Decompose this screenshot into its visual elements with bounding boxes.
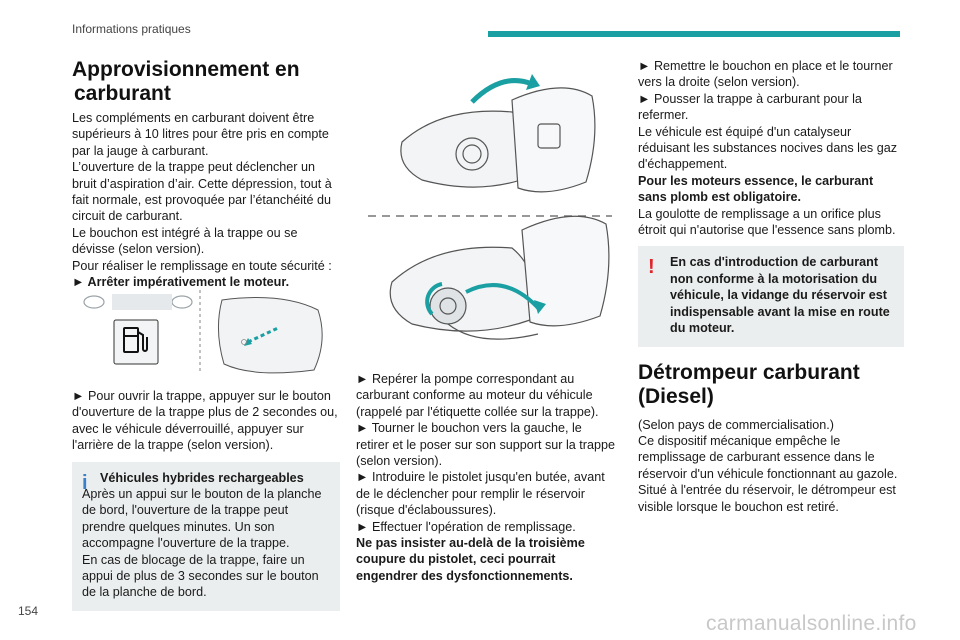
fuel-flap-button-illustration <box>72 286 340 376</box>
column-2 <box>356 371 618 584</box>
fuel-button-icon <box>114 320 158 364</box>
column-1 <box>72 58 340 290</box>
catalyst-note: Le véhicule est équipé d'un catalyseur réduisant les substances nocives dans les gaz d'échappement. <box>638 124 898 172</box>
fuel-flap-open-icon <box>401 88 595 192</box>
fuel-cap-illustration <box>362 62 618 354</box>
unleaded-required: Pour les moteurs essence, le carburant sans plomb est obligatoire. <box>638 173 874 205</box>
warning-box-wrong-fuel <box>638 246 904 346</box>
fuel-flap-icon <box>218 298 322 373</box>
running-header: Informations pratiques <box>72 22 191 36</box>
step-turn-cap: ► Tourner le bouchon vers la gauche, le retirer et le poser sur son support sur la trappe (selon version). <box>356 421 615 469</box>
warning-exclamation-icon: ! <box>648 256 655 279</box>
intro-2: L’ouverture de la trappe peut déclencher un bruit d’aspiration d’air. Cette dépression, tout à fait normale, est provoquée par l’étanchéité du circuit de carburant. <box>72 160 332 224</box>
diesel-note-2: Ce dispositif mécanique empêche le remplissage de carburant essence dans le réservoir d'un véhicule fonctionnant au gazole. <box>638 433 898 481</box>
diesel-note-1: (Selon pays de commercialisation.) <box>638 417 834 432</box>
step-insert-nozzle: ► Introduire le pistolet jusqu'en butée, avant de le déclencher pour remplir le réservoir (risque d'éclaboussures). <box>356 470 605 518</box>
info-icon: i <box>82 471 88 494</box>
section-title-refuelling: Approvisionnement en carburant <box>72 58 300 105</box>
step-fill: ► Effectuer l'opération de remplissage. <box>356 519 576 534</box>
column-1-lower <box>72 388 340 611</box>
section-title-misfuel-device: Détrompeur carburant (Diesel) <box>638 360 860 408</box>
info-box-text-2: En cas de blocage de la trappe, faire un appui de plus de 3 secondes sur le bouton de la planche de bord. <box>82 552 319 600</box>
step-open-flap: ► Pour ouvrir la trappe, appuyer sur le bouton d'ouverture de la trappe plus de 2 secondes ou, avec le véhicule déverrouillé, appuyer sur l'arrière de la trappe (selon version). <box>72 389 338 453</box>
step-stop-engine: ► Arrêter impérativement le moteur. <box>72 275 290 290</box>
warning-box-text: En cas d'introduction de carburant non conforme à la motorisation du véhicule, la vidange du réservoir est indispensable avant la mise en route du moteur. <box>670 255 890 336</box>
step-close-flap: ► Pousser la trappe à carburant pour la refermer. <box>638 91 862 123</box>
filler-neck-note: La goulotte de remplissage a un orifice plus étroit qui n'autorise que l'essence sans plomb. <box>638 206 896 238</box>
fuel-cap-removed-icon <box>390 216 609 339</box>
info-box-title: Véhicules hybrides rechargeables <box>100 470 304 485</box>
header-accent-bar <box>488 31 900 37</box>
step-replace-cap: ► Remettre le bouchon en place et le tourner vers la droite (selon version). <box>638 59 893 90</box>
page-number: 154 <box>18 604 39 618</box>
step-locate-pump: ► Repérer la pompe correspondant au carburant conforme au moteur du véhicule (rappelé par l'étiquette collée sur la trappe). <box>356 372 599 419</box>
info-box-text-1: Après un appui sur le bouton de la planche de bord, l'ouverture de la trappe peut prendre quelques minutes. Un son accompagne l'ouverture de la trappe. <box>82 487 322 551</box>
intro-3: Le bouchon est intégré à la trappe ou se dévisse (selon version). <box>72 225 298 257</box>
watermark: carmanualsonline.info <box>706 612 917 635</box>
column-3 <box>638 58 904 515</box>
warning-third-cutoff: Ne pas insister au-delà de la troisième coupure du pistolet, ceci pourrait engendrer des dysfonctionnements. <box>356 536 585 583</box>
intro-1: Les compléments en carburant doivent être supérieurs à 10 litres pour être pris en compte par la jauge à carburant. <box>72 111 329 158</box>
diesel-note-3: Situé à l'entrée du réservoir, le détrompeur est visible lorsque le bouchon est retiré. <box>638 483 896 514</box>
intro-4: Pour réaliser le remplissage en toute sécurité : <box>72 258 332 273</box>
info-box-hybrid <box>72 462 340 611</box>
